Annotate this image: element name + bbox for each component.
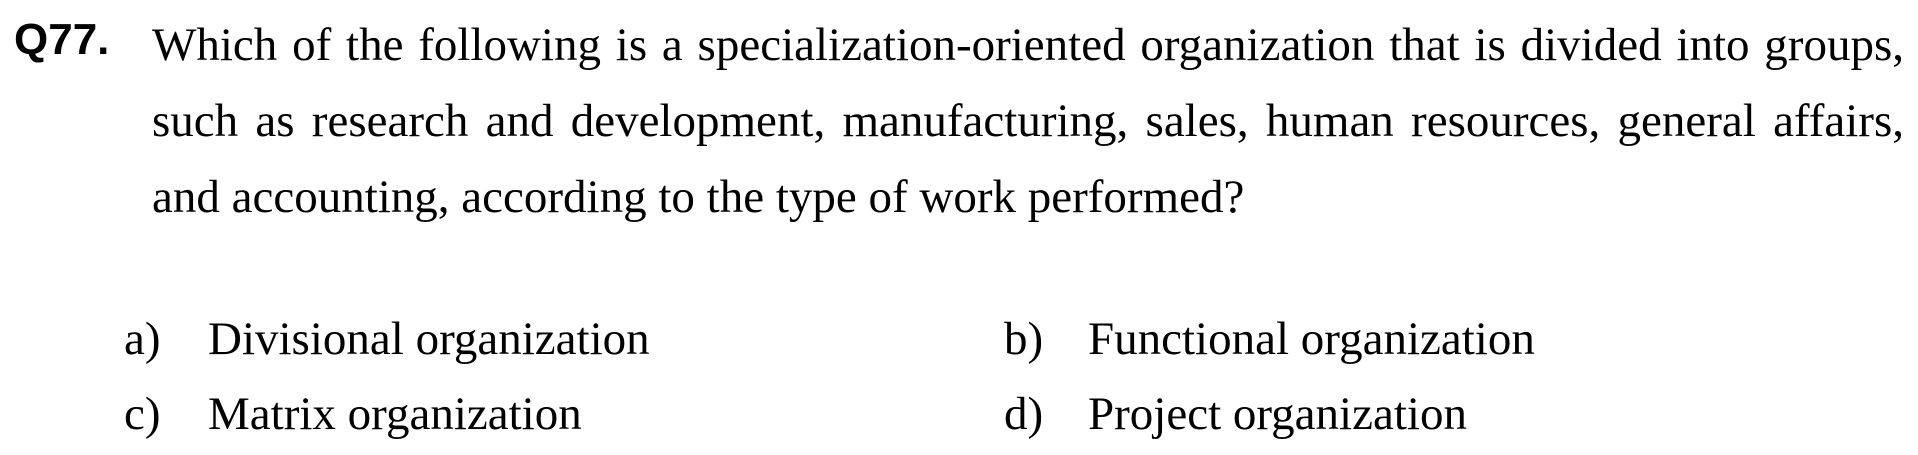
option-letter: d) bbox=[1004, 388, 1044, 440]
option-letter: a) bbox=[124, 313, 161, 365]
option-text: Project organization bbox=[1088, 388, 1467, 440]
question-number: Q77. bbox=[14, 15, 110, 64]
option-text: Matrix organization bbox=[208, 388, 582, 440]
option-text: Functional organization bbox=[1088, 313, 1535, 365]
option-letter: b) bbox=[1004, 313, 1044, 365]
question-text: Which of the following is a specialization-oriented organization that is divided into groups, such as research and development, manufacturing, sales, human resources, general affairs, and accounting, according to the type of work performed? bbox=[152, 19, 1904, 223]
option-text: Divisional organization bbox=[208, 313, 650, 365]
option-letter: c) bbox=[124, 388, 161, 440]
